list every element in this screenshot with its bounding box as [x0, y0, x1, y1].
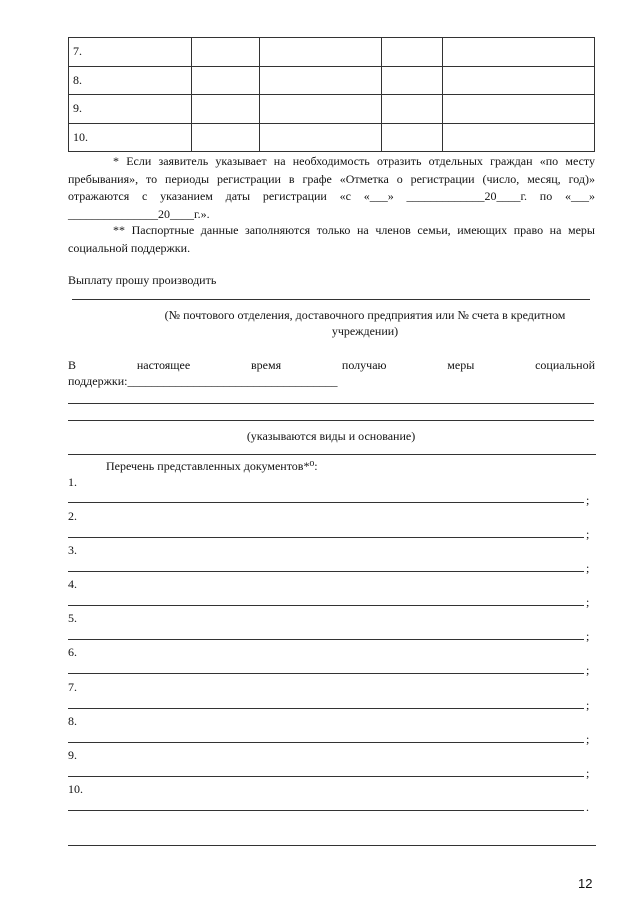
section-divider: [68, 454, 596, 455]
table-cell: [382, 123, 443, 152]
table-row: [69, 123, 595, 152]
document-item-line[interactable]: [68, 708, 584, 709]
document-item-number: 3.: [68, 543, 77, 557]
document-item-number: 6.: [68, 645, 77, 659]
table-cell: [192, 95, 260, 124]
document-item-end: ;: [586, 493, 590, 507]
table-cell-number: 9.: [69, 95, 192, 124]
table-cell: [443, 66, 595, 95]
payment-fill-line[interactable]: [72, 299, 590, 300]
table-cell: [443, 123, 595, 152]
documents-heading: Перечень представленных документов*⁰:: [106, 459, 318, 473]
document-item-end: ;: [586, 527, 590, 541]
table-cell: [192, 38, 260, 67]
footnote-passport: ** Паспортные данные заполняются только на членов семьи, имеющих право на меры социальной поддержки.: [68, 223, 595, 255]
registration-table: [68, 37, 595, 152]
payment-caption-line2: учреждении): [331, 324, 399, 338]
document-item-line[interactable]: [68, 502, 584, 503]
table-cell-number: 8.: [69, 66, 192, 95]
table-cell: [192, 123, 260, 152]
document-item-end: ;: [586, 561, 590, 575]
current-fill-line-1[interactable]: [68, 403, 594, 404]
table-cell: [192, 66, 260, 95]
document-item-number: 1.: [68, 475, 77, 489]
payment-label: Выплату прошу производить: [68, 273, 217, 287]
table-row: [69, 66, 595, 95]
table-cell: [443, 95, 595, 124]
word: получаю: [341, 358, 387, 372]
document-item-end: ;: [586, 629, 590, 643]
table-cell: [260, 123, 382, 152]
footnote-registration: * Если заявитель указывает на необходимость отразить отдельных граждан «по месту пребывания», то периоды регистрации в графе «Отметка о регистрации (число, месяц, год)» отражаются с указанием даты регистрации «с «___» _____________20____г. по «___» _______________20____г.».: [68, 154, 595, 221]
document-item-line[interactable]: [68, 742, 584, 743]
word: меры: [447, 358, 475, 372]
document-item-end: .: [586, 800, 589, 814]
document-item-line[interactable]: [68, 605, 584, 606]
document-item-end: ;: [586, 663, 590, 677]
payment-caption-line1: (№ почтового отделения, доставочного предприятия или № счета в кредитном: [164, 308, 566, 322]
table-cell: [382, 66, 443, 95]
table-cell: [260, 95, 382, 124]
document-item-line[interactable]: [68, 639, 584, 640]
document-item-number: 5.: [68, 611, 77, 625]
document-item-line[interactable]: [68, 571, 584, 572]
word: В: [68, 358, 77, 372]
word: настоящее: [136, 358, 191, 372]
current-caption: (указываются виды и основание): [246, 429, 416, 443]
document-item-line[interactable]: [68, 537, 584, 538]
current-fill-line-2[interactable]: [68, 420, 594, 421]
document-item-end: ;: [586, 766, 590, 780]
table-cell: [260, 38, 382, 67]
word: время: [250, 358, 282, 372]
table-cell-number: 7.: [69, 38, 192, 67]
table-cell: [443, 38, 595, 67]
document-item-number: 2.: [68, 509, 77, 523]
current-measures-line2: поддержки:___________________________________: [68, 374, 338, 388]
document-item-number: 4.: [68, 577, 77, 591]
document-item-number: 8.: [68, 714, 77, 728]
document-item-end: ;: [586, 698, 590, 712]
current-measures-line: [68, 358, 595, 373]
bottom-rule: [68, 845, 596, 846]
document-item-end: ;: [586, 595, 590, 609]
document-item-end: ;: [586, 732, 590, 746]
table-row: [69, 95, 595, 124]
table-cell: [382, 95, 443, 124]
document-item-line[interactable]: [68, 673, 584, 674]
table-cell: [382, 38, 443, 67]
document-item-number: 7.: [68, 680, 77, 694]
table-row: [69, 38, 595, 67]
document-item-line[interactable]: [68, 776, 584, 777]
word: социальной: [535, 358, 595, 372]
page-number: 12: [578, 876, 593, 891]
document-item-line[interactable]: [68, 810, 584, 811]
document-item-number: 9.: [68, 748, 77, 762]
table-cell-number: 10.: [69, 123, 192, 152]
table-cell: [260, 66, 382, 95]
document-item-number: 10.: [68, 782, 83, 796]
